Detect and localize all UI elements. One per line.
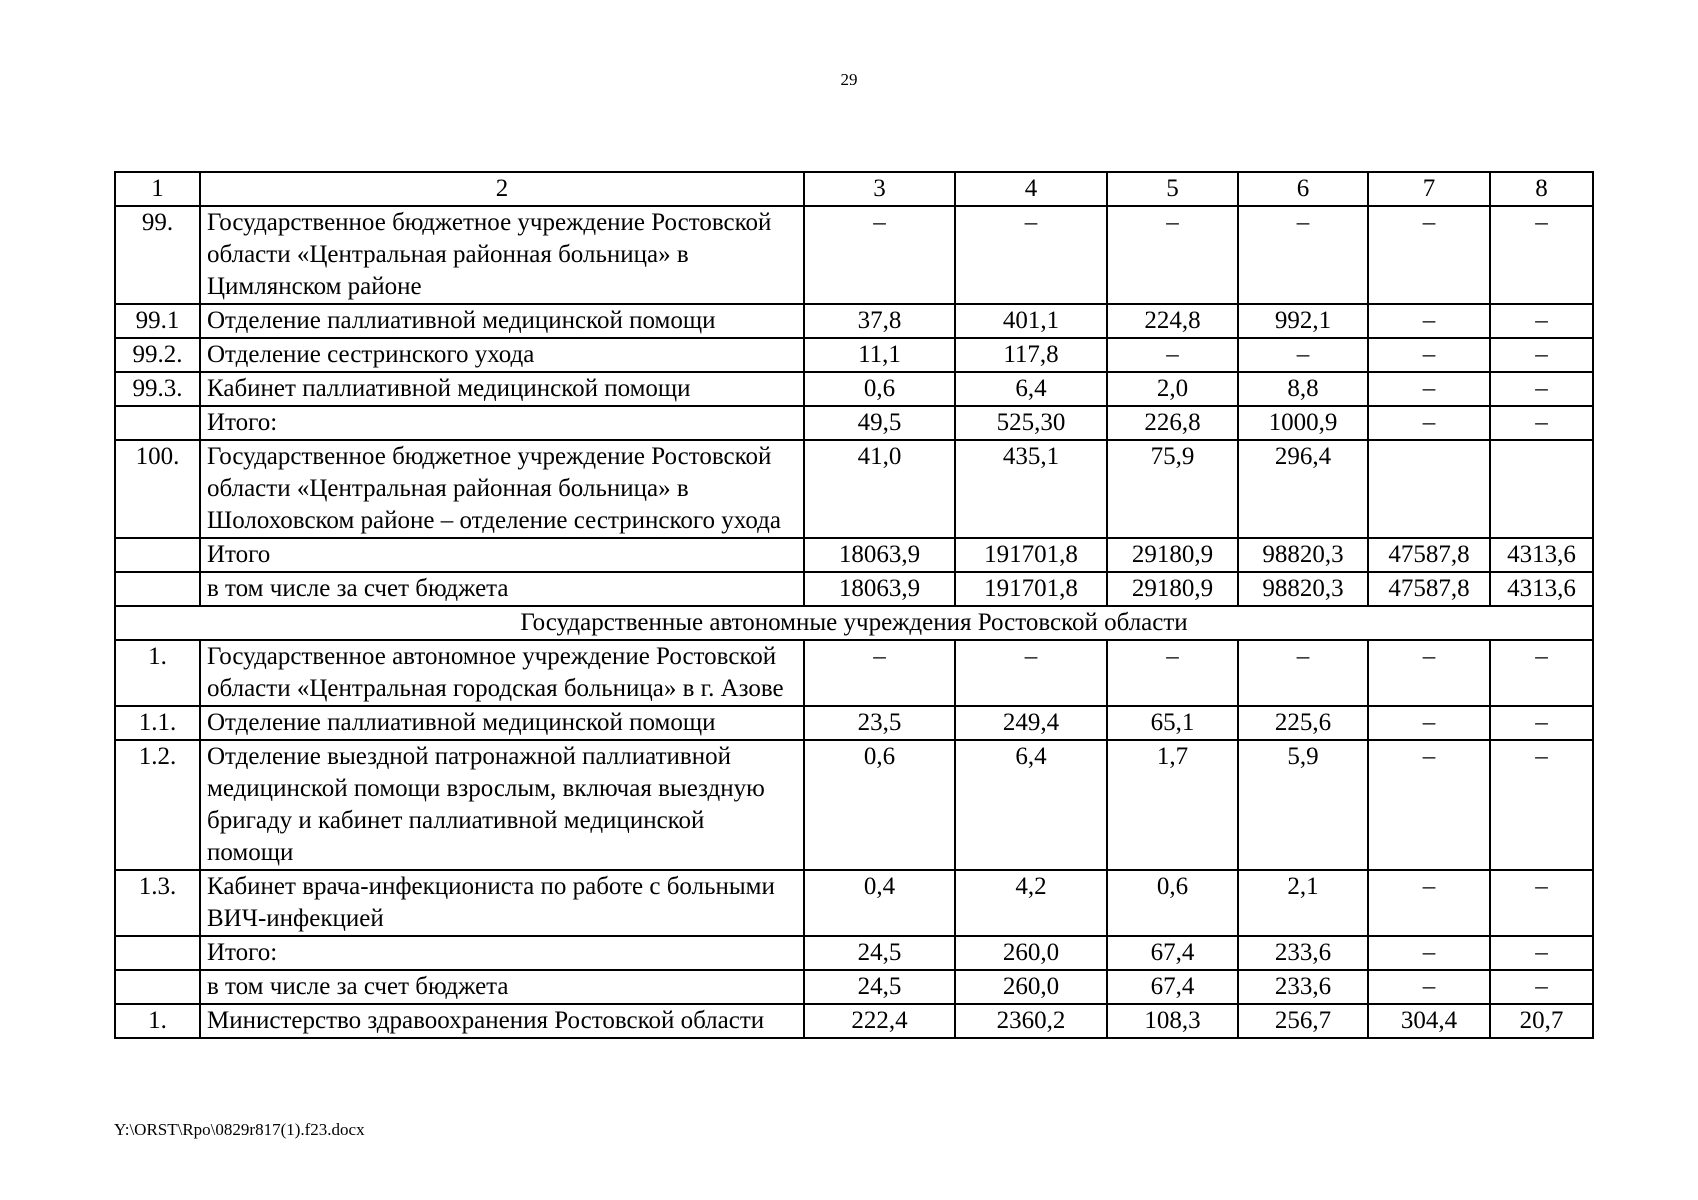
header-cell: 2 [200,172,804,206]
col7-cell: 47587,8 [1368,538,1490,572]
table-row [115,338,1593,372]
col6-cell: 992,1 [1238,304,1368,338]
col6-cell: – [1238,640,1368,706]
col3-cell: – [804,640,955,706]
col4-cell: – [955,206,1107,304]
col4-cell: 117,8 [955,338,1107,372]
col5-cell: 67,4 [1107,970,1238,1004]
row-number-cell: 99.3. [115,372,200,406]
col3-cell: 24,5 [804,970,955,1004]
row-number-cell: 99.1 [115,304,200,338]
row-number-cell: 99. [115,206,200,304]
col5-cell: 226,8 [1107,406,1238,440]
col3-cell: 18063,9 [804,538,955,572]
col4-cell: 2360,2 [955,1004,1107,1038]
col6-cell: 8,8 [1238,372,1368,406]
col7-cell: – [1368,970,1490,1004]
name-cell: Итого: [200,936,804,970]
table-row [115,970,1593,1004]
col4-cell: 260,0 [955,970,1107,1004]
row-number-cell: 99.2. [115,338,200,372]
col5-cell: – [1107,206,1238,304]
name-cell: Итого [200,538,804,572]
col4-cell: 260,0 [955,936,1107,970]
header-cell: 8 [1490,172,1593,206]
col5-cell: 224,8 [1107,304,1238,338]
col3-cell: 0,6 [804,740,955,870]
col5-cell: 0,6 [1107,870,1238,936]
col6-cell: – [1238,206,1368,304]
table-row [115,372,1593,406]
col7-cell: – [1368,936,1490,970]
col5-cell: 1,7 [1107,740,1238,870]
col6-cell: 225,6 [1238,706,1368,740]
col4-cell: 401,1 [955,304,1107,338]
col5-cell: 75,9 [1107,440,1238,538]
col4-cell: 191701,8 [955,538,1107,572]
data-table [114,171,1594,1039]
col7-cell: – [1368,640,1490,706]
col3-cell: 222,4 [804,1004,955,1038]
col7-cell: – [1368,304,1490,338]
row-number-cell: 100. [115,440,200,538]
footer-file-path: Y:\ORST\Rpo\0829r817(1).f23.docx [114,1120,365,1139]
col3-cell: 23,5 [804,706,955,740]
name-cell: Кабинет паллиативной медицинской помощи [200,372,804,406]
table-row [115,640,1593,706]
col5-cell: – [1107,640,1238,706]
col6-cell: 296,4 [1238,440,1368,538]
col6-cell: 2,1 [1238,870,1368,936]
col8-cell: – [1490,936,1593,970]
col6-cell: 233,6 [1238,936,1368,970]
col6-cell: 98820,3 [1238,572,1368,606]
col8-cell: 4313,6 [1490,538,1593,572]
table-header-row [115,172,1593,206]
col5-cell: – [1107,338,1238,372]
col8-cell: – [1490,640,1593,706]
col6-cell: 233,6 [1238,970,1368,1004]
name-cell: Итого: [200,406,804,440]
section-heading-row [115,606,1593,640]
col8-cell: – [1490,870,1593,936]
table-row [115,740,1593,870]
col6-cell: 256,7 [1238,1004,1368,1038]
header-cell: 1 [115,172,200,206]
col8-cell: 20,7 [1490,1004,1593,1038]
col3-cell: 37,8 [804,304,955,338]
table-row [115,206,1593,304]
col6-cell: – [1238,338,1368,372]
col3-cell: 18063,9 [804,572,955,606]
row-number-cell [115,406,200,440]
table-row [115,870,1593,936]
col8-cell: – [1490,372,1593,406]
table-row [115,1004,1593,1038]
row-number-cell [115,538,200,572]
col5-cell: 65,1 [1107,706,1238,740]
name-cell: Государственное бюджетное учреждение Ростовской области «Центральная районная больница» в Цимлянском районе [200,206,804,304]
col7-cell: – [1368,870,1490,936]
col7-cell: – [1368,206,1490,304]
row-number-cell: 1.2. [115,740,200,870]
name-cell: Отделение сестринского ухода [200,338,804,372]
row-number-cell: 1.3. [115,870,200,936]
header-cell: 6 [1238,172,1368,206]
table-row [115,304,1593,338]
row-number-cell [115,970,200,1004]
table-row [115,406,1593,440]
header-cell: 3 [804,172,955,206]
col8-cell: 4313,6 [1490,572,1593,606]
header-cell: 4 [955,172,1107,206]
table-row [115,572,1593,606]
page-number: 29 [840,70,858,89]
row-number-cell: 1. [115,1004,200,1038]
table-row [115,706,1593,740]
col7-cell [1368,440,1490,538]
col3-cell: 24,5 [804,936,955,970]
row-number-cell [115,936,200,970]
row-number-cell [115,572,200,606]
table-row [115,936,1593,970]
col3-cell: 41,0 [804,440,955,538]
col7-cell: – [1368,338,1490,372]
col5-cell: 2,0 [1107,372,1238,406]
col8-cell: – [1490,206,1593,304]
col7-cell: – [1368,406,1490,440]
col4-cell: 4,2 [955,870,1107,936]
table-body [115,172,1593,1038]
col8-cell: – [1490,406,1593,440]
col5-cell: 108,3 [1107,1004,1238,1038]
col7-cell: 304,4 [1368,1004,1490,1038]
col6-cell: 1000,9 [1238,406,1368,440]
name-cell: Кабинет врача-инфекциониста по работе с больными ВИЧ-инфекцией [200,870,804,936]
name-cell: Отделение выездной патронажной паллиативной медицинской помощи взрослым, включая выездную бригаду и кабинет паллиативной медицинской помощи [200,740,804,870]
row-number-cell: 1.1. [115,706,200,740]
col4-cell: 525,30 [955,406,1107,440]
table-row [115,440,1593,538]
col5-cell: 29180,9 [1107,572,1238,606]
col6-cell: 98820,3 [1238,538,1368,572]
col5-cell: 67,4 [1107,936,1238,970]
name-cell: Государственное автономное учреждение Ростовской области «Центральная городская больница» в г. Азове [200,640,804,706]
col4-cell: 6,4 [955,740,1107,870]
col3-cell: 0,6 [804,372,955,406]
col7-cell: – [1368,372,1490,406]
header-cell: 5 [1107,172,1238,206]
name-cell: Отделение паллиативной медицинской помощи [200,706,804,740]
name-cell: Министерство здравоохранения Ростовской области [200,1004,804,1038]
col3-cell: 0,4 [804,870,955,936]
col3-cell: 11,1 [804,338,955,372]
col5-cell: 29180,9 [1107,538,1238,572]
name-cell: в том числе за счет бюджета [200,970,804,1004]
col3-cell: – [804,206,955,304]
name-cell: Отделение паллиативной медицинской помощи [200,304,804,338]
section-heading: Государственные автономные учреждения Ростовской области [115,606,1593,640]
name-cell: в том числе за счет бюджета [200,572,804,606]
col6-cell: 5,9 [1238,740,1368,870]
col4-cell: 249,4 [955,706,1107,740]
col3-cell: 49,5 [804,406,955,440]
header-cell: 7 [1368,172,1490,206]
col8-cell: – [1490,706,1593,740]
col7-cell: – [1368,740,1490,870]
col4-cell: 191701,8 [955,572,1107,606]
table-row [115,538,1593,572]
col8-cell: – [1490,304,1593,338]
col4-cell: 6,4 [955,372,1107,406]
col4-cell: 435,1 [955,440,1107,538]
col4-cell: – [955,640,1107,706]
col7-cell: 47587,8 [1368,572,1490,606]
col8-cell: – [1490,338,1593,372]
name-cell: Государственное бюджетное учреждение Ростовской области «Центральная районная больница» в Шолоховском районе – отделение сестринского ухода [200,440,804,538]
row-number-cell: 1. [115,640,200,706]
col8-cell: – [1490,740,1593,870]
col8-cell: – [1490,970,1593,1004]
col7-cell: – [1368,706,1490,740]
col8-cell [1490,440,1593,538]
